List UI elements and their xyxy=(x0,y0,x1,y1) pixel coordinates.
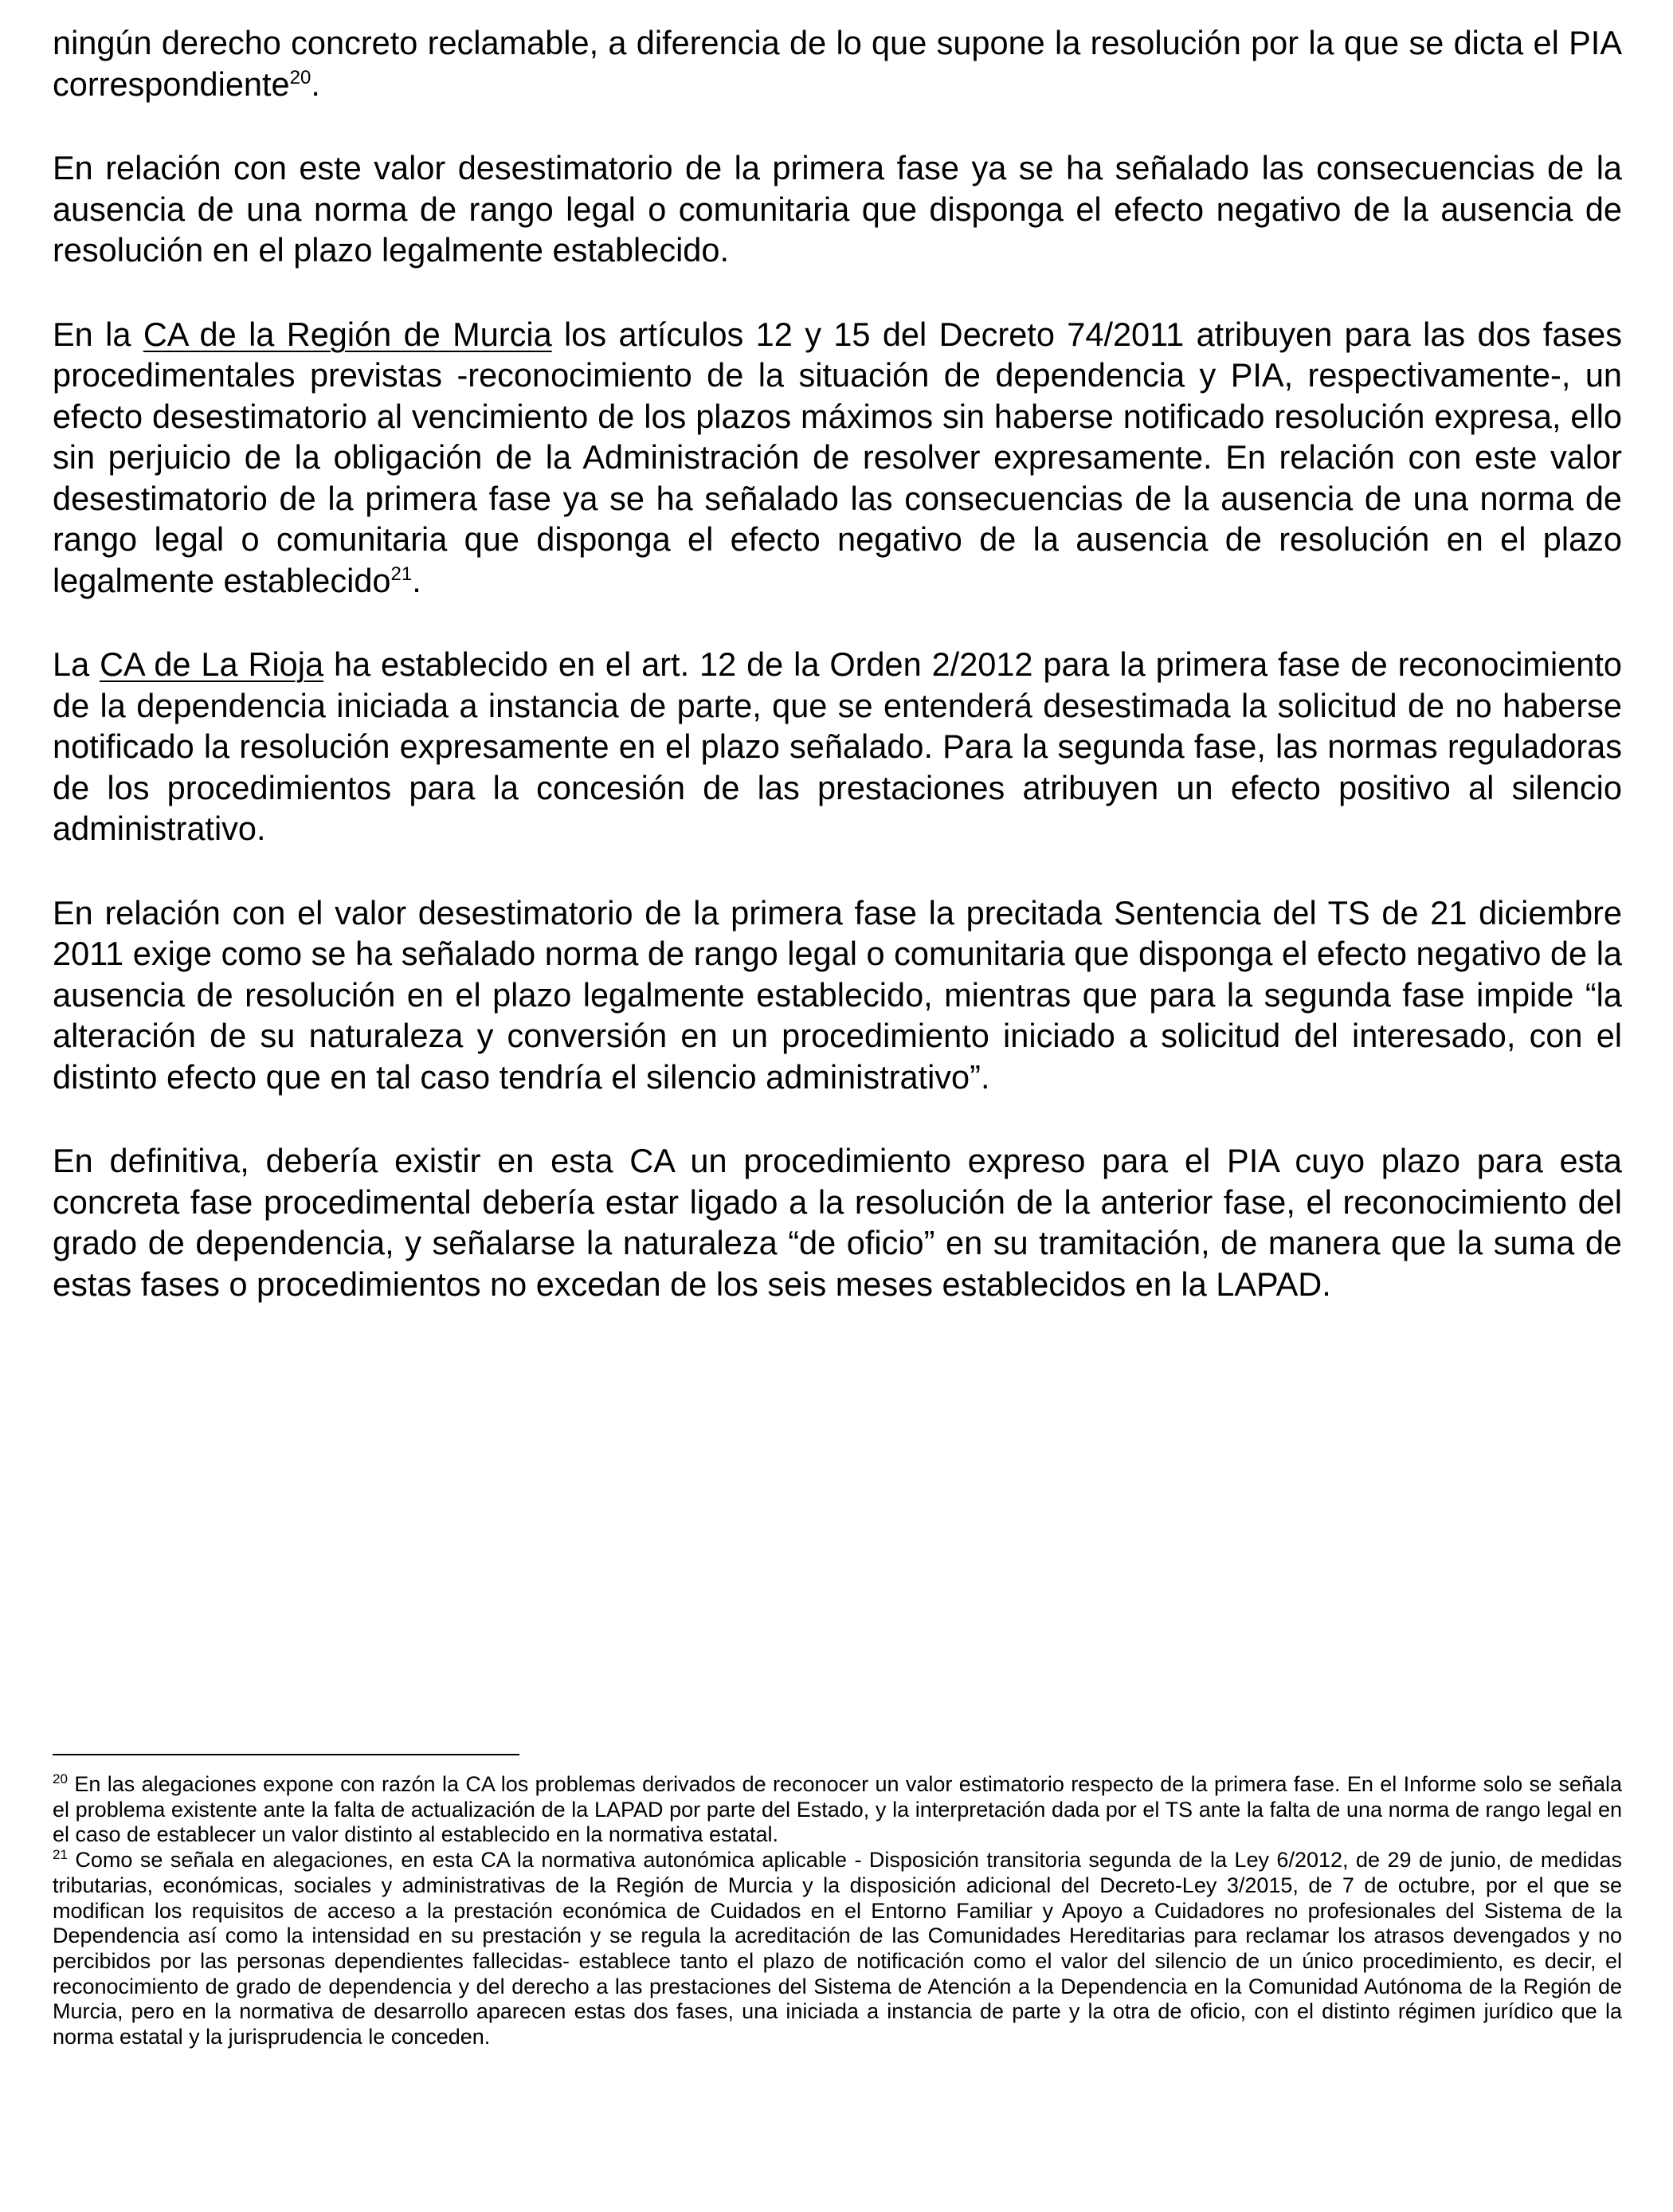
footnote-separator xyxy=(53,1754,519,1755)
paragraph-3 xyxy=(53,314,1622,602)
paragraph-3-end: . xyxy=(412,561,421,599)
paragraph-4-text: ha establecido en el art. 12 de la Orden 2/2012 para la primera fase de reconocimiento de la dependencia iniciada a instancia de parte, que se entenderá desestimada la solicitud de no haberse notificado la resolución expresamente en el plazo señalado. Para la segunda fase, las normas reguladoras de los procedimientos para la concesión de las prestaciones atribuyen un efecto positivo al silencio administrativo. xyxy=(53,645,1622,847)
footnotes xyxy=(53,1772,1622,2050)
link-ca-region-murcia[interactable]: CA de la Región de Murcia xyxy=(143,315,552,353)
paragraph-2: En relación con este valor desestimatorio de la primera fase ya se ha señalado las consecuencias de la ausencia de una norma de rango legal o comunitaria que disponga el efecto negativo de la ausencia de resolución en el plazo legalmente establecido. xyxy=(53,149,1622,269)
footnote-21 xyxy=(53,1848,1622,2050)
footnote-20-text: En las alegaciones expone con razón la CA los problemas derivados de reconocer un valor estimatorio respecto de la primera fase. En el Informe solo se señala el problema existente ante la falta de actualización de la LAPAD por parte del Estado, y la interpretación dada por el TS ante la falta de una norma de rango legal en el caso de establecer un valor distinto al establecido en la normativa estatal. xyxy=(53,1772,1622,1847)
footnote-20 xyxy=(53,1772,1622,1848)
paragraph-1-end: . xyxy=(311,65,320,103)
footnote-ref-20[interactable]: 20 xyxy=(289,66,311,88)
paragraph-4 xyxy=(53,644,1622,849)
paragraph-1-text: ningún derecho concreto reclamable, a diferencia de lo que supone la resolución por la que se dicta el PIA correspondiente xyxy=(53,24,1622,103)
paragraph-3-text: los artículos 12 y 15 del Decreto 74/2011 atribuyen para las dos fases procedimentales previstas -reconocimiento de la situación de dependencia y PIA, respectivamente-, un efecto desestimatorio al vencimiento de los plazos máximos sin haberse notificado resolución expresa, ello sin perjuicio de la obligación de la Administración de resolver expresamente. En relación con este valor desestimatorio de la primera fase ya se ha señalado las consecuencias de la ausencia de una norma de rango legal o comunitaria que disponga el efecto negativo de la ausencia de resolución en el plazo legalmente establecido xyxy=(53,315,1622,599)
paragraph-1 xyxy=(53,22,1622,104)
paragraph-3-pre: En la xyxy=(53,315,143,353)
paragraph-4-pre: La xyxy=(53,645,100,683)
footnote-20-number: 20 xyxy=(53,1771,68,1786)
footnote-ref-21[interactable]: 21 xyxy=(390,563,413,585)
footnote-21-number: 21 xyxy=(53,1847,68,1863)
paragraph-5: En relación con el valor desestimatorio de la primera fase la precitada Sentencia del TS de 21 diciembre 2011 exige como se ha señalado norma de rango legal o comunitaria que disponga el efecto negativo de la ausencia de resolución en el plazo legalmente establecido, mientras que para la segunda fase impide “la alteración de su naturaleza y conversión en un procedimiento iniciado a solicitud del interesado, con el distinto efecto que en tal caso tendría el silencio administrativo”. xyxy=(53,893,1622,1096)
body-text xyxy=(53,22,1622,1347)
paragraph-6: En definitiva, debería existir en esta CA un procedimiento expreso para el PIA cuyo plazo para esta concreta fase procedimental debería estar ligado a la resolución de la anterior fase, el reconocimiento del grado de dependencia, y señalarse la naturaleza “de oficio” en su tramitación, de manera que la suma de estas fases o procedimientos no excedan de los seis meses establecidos en la LAPAD. xyxy=(53,1142,1622,1303)
footnote-21-text: Como se señala en alegaciones, en esta CA la normativa autonómica aplicable - Disposición transitoria segunda de la Ley 6/2012, de 29 de junio, de medidas tributarias, económicas, sociales y administrativas de la Región de Murcia y la disposición adicional del Decreto-Ley 3/2015, de 7 de octubre, por el que se modifican los requisitos de acceso a la prestación económica de Cuidados en el Entorno Familiar y Apoyo a Cuidadores no profesionales del Sistema de la Dependencia así como la intensidad en su prestación y se regula la acreditación de las Comunidades Hereditarias para reclamar los atrasos devengados y no percibidos por las personas dependientes fallecidas- establece tanto el plazo de notificación como el valor del silencio de un único procedimiento, es decir, el reconocimiento de grado de dependencia y del derecho a las prestaciones del Sistema de Atención a la Dependencia en la Comunidad Autónoma de la Región de Murcia, pero en la normativa de desarrollo aparecen estas dos fases, una iniciada a instancia de parte y la otra de oficio, con el distinto régimen jurídico que la norma estatal y la jurisprudencia le conceden. xyxy=(53,1848,1622,2049)
link-ca-la-rioja[interactable]: CA de La Rioja xyxy=(100,645,324,683)
